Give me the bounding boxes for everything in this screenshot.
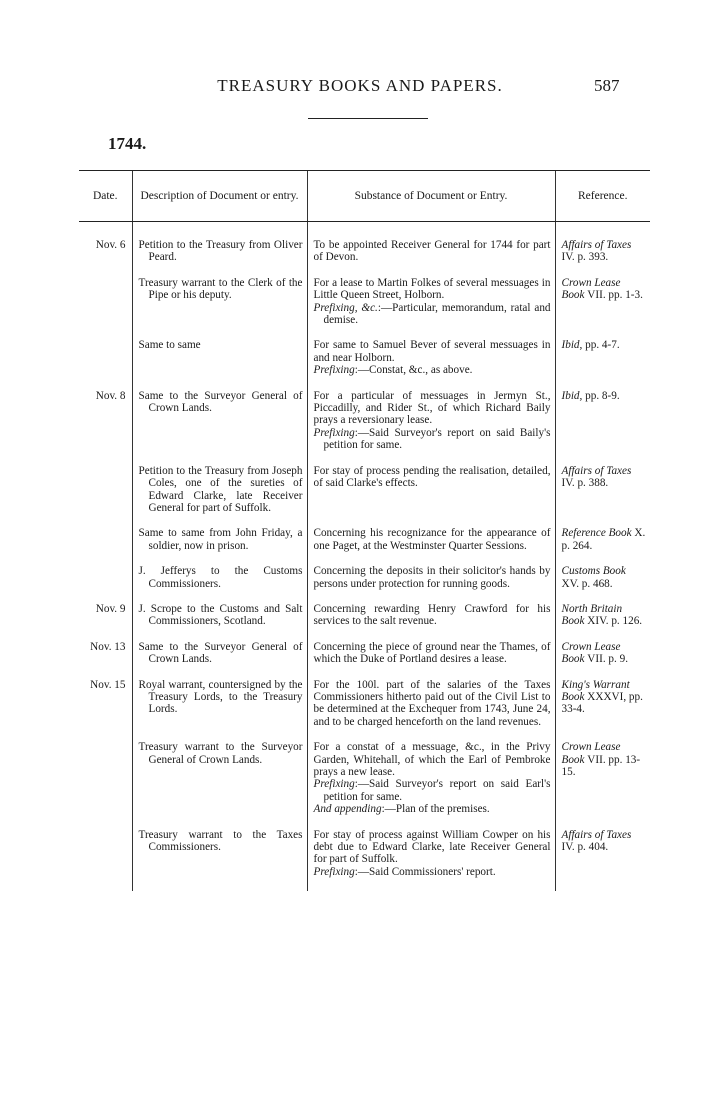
reference-title: King's Warrant Book	[561, 678, 630, 703]
cell-reference	[555, 222, 650, 277]
reference-detail: XIV. p. 126.	[587, 615, 643, 628]
table-row	[79, 339, 650, 389]
cell-substance	[307, 277, 555, 340]
table-row	[79, 390, 650, 465]
cell-reference	[555, 679, 650, 742]
substance-text: For the 100l. part of the salaries of the Taxes Commissioners hitherto paid out of the Civil List to be determined at the Exchequer from 1743, June 24, and to be charged henceforth on the land revenues.	[313, 678, 551, 728]
table-row	[79, 603, 650, 641]
substance-text: Concerning the deposits in their solicitor's hands by persons under protection for running goods.	[313, 565, 551, 590]
substance-note-label: Prefixing	[313, 865, 355, 878]
cell-date	[79, 277, 132, 340]
reference-detail: XV. p. 468.	[561, 577, 613, 590]
substance-note-text: :—Plan of the premises.	[381, 803, 490, 816]
header-rule	[308, 118, 428, 119]
substance-note-text: :—Said Surveyor's report on said Baily's petition for same.	[323, 426, 551, 452]
substance-note-text: :—Particular, memorandum, ratal and demise.	[323, 301, 551, 327]
description-text: Treasury warrant to the Clerk of the Pipe or his deputy.	[138, 276, 303, 302]
reference-title: Reference Book	[561, 527, 632, 540]
reference-detail: IV. p. 393.	[561, 251, 609, 264]
description-text: Royal warrant, countersigned by the Treasury Lords, to the Treasury Lords.	[138, 678, 303, 716]
cell-description	[132, 465, 307, 528]
reference-detail: X. p. 264.	[561, 527, 646, 552]
substance-text: For same to Samuel Bever of several messuages in and near Holborn.	[313, 339, 551, 364]
description-text: Same to same	[138, 339, 201, 352]
column-header-reference: Reference.	[555, 171, 650, 222]
cell-substance	[307, 222, 555, 277]
column-header-description: Description of Document or entry.	[132, 171, 307, 222]
description-text: Petition to the Treasury from Oliver Peard.	[138, 239, 303, 264]
running-title: TREASURY BOOKS AND PAPERS.	[217, 76, 503, 95]
cell-substance	[307, 829, 555, 892]
description-text: Treasury warrant to the Surveyor General of Crown Lands.	[138, 741, 303, 766]
cell-date: Nov. 9	[95, 602, 126, 615]
cell-substance	[307, 641, 555, 679]
page-header	[0, 76, 722, 98]
year-heading: 1744.	[108, 134, 147, 153]
reference-title: Customs Book	[561, 565, 626, 578]
column-header-date: Date.	[79, 171, 132, 222]
cell-reference	[555, 741, 650, 828]
substance-note-label: Prefixing	[313, 364, 355, 377]
reference-title: Crown Lease Book	[561, 640, 621, 666]
cell-date	[79, 339, 132, 389]
substance-note	[314, 302, 551, 327]
substance-text: Concerning rewarding Henry Crawford for his services to the salt revenue.	[313, 602, 551, 628]
cell-description	[132, 741, 307, 828]
substance-note-label: And appending	[313, 803, 382, 816]
cell-description	[132, 277, 307, 340]
cell-description	[132, 641, 307, 679]
substance-note	[314, 427, 551, 452]
cell-description	[132, 527, 307, 565]
cell-date: Nov. 8	[95, 389, 126, 402]
substance-note	[314, 778, 551, 803]
reference-detail: pp. 8-9.	[585, 389, 620, 402]
substance-text: To be appointed Receiver General for 1744 for part of Devon.	[313, 239, 551, 264]
cell-reference	[555, 465, 650, 528]
table-row	[79, 741, 650, 828]
reference-detail: VII. pp. 1-3.	[587, 289, 643, 302]
cell-date	[79, 741, 132, 828]
cell-reference	[555, 277, 650, 340]
reference-title: Affairs of Taxes	[561, 828, 632, 841]
cell-description	[132, 565, 307, 603]
cell-reference	[555, 527, 650, 565]
reference-title: Crown Lease Book	[561, 276, 621, 302]
substance-note	[314, 364, 551, 376]
cell-date	[79, 465, 132, 528]
substance-note-text: :—Said Surveyor's report on said Earl's petition for same.	[323, 778, 551, 803]
substance-note-text: :—Constat, &c., as above.	[354, 364, 473, 377]
cell-reference	[555, 641, 650, 679]
reference-detail: IV. p. 404.	[561, 841, 609, 854]
cell-substance	[307, 339, 555, 389]
substance-note	[314, 866, 551, 878]
cell-reference	[555, 339, 650, 389]
cell-description	[132, 829, 307, 892]
reference-detail: VII. pp. 13-15.	[561, 753, 641, 778]
substance-note-label: Prefixing	[313, 426, 355, 439]
records-table	[79, 170, 650, 891]
reference-title: Affairs of Taxes	[561, 239, 632, 251]
cell-substance	[307, 679, 555, 742]
cell-description	[132, 679, 307, 742]
reference-title: Crown Lease Book	[561, 741, 621, 766]
reference-title: Ibid,	[561, 389, 583, 402]
table-header-row	[79, 171, 650, 222]
cell-substance	[307, 741, 555, 828]
cell-description	[132, 222, 307, 277]
cell-description	[132, 603, 307, 641]
cell-date	[79, 527, 132, 565]
table-row	[79, 565, 650, 603]
cell-reference	[555, 390, 650, 465]
cell-substance	[307, 565, 555, 603]
reference-title: Ibid,	[561, 339, 583, 352]
substance-text: For a particular of messuages in Jermyn St., Piccadilly, and Rider St., of which Richard Baily prays a reversionary lease.	[313, 389, 551, 427]
table-row	[79, 829, 650, 892]
reference-title: Affairs of Taxes	[561, 464, 632, 477]
description-text: J. Jefferys to the Customs Commissioners.	[138, 565, 303, 590]
cell-reference	[555, 829, 650, 892]
cell-reference	[555, 603, 650, 641]
substance-text: Concerning his recognizance for the appearance of one Paget, at the Westminster Quarter Sessions.	[313, 527, 551, 552]
description-text: Petition to the Treasury from Joseph Coles, one of the sureties of Edward Clarke, late Receiver General for part of Suffolk.	[138, 464, 303, 514]
cell-date	[79, 829, 132, 892]
cell-reference	[555, 565, 650, 603]
substance-note	[314, 803, 551, 815]
reference-detail: VII. p. 9.	[587, 653, 628, 666]
reference-detail: pp. 4-7.	[585, 339, 620, 352]
cell-date: Nov. 13	[90, 640, 126, 653]
description-text: Treasury warrant to the Taxes Commissioners.	[138, 828, 303, 854]
table-row	[79, 222, 650, 277]
cell-substance	[307, 527, 555, 565]
description-text: Same to the Surveyor General of Crown Lands.	[138, 389, 303, 415]
reference-detail: XXXVI, pp. 33-4.	[561, 690, 643, 716]
table-row	[79, 679, 650, 742]
substance-text: Concerning the piece of ground near the Thames, of which the Duke of Portland desires a lease.	[313, 640, 551, 666]
table-row	[79, 465, 650, 528]
reference-detail: IV. p. 388.	[561, 477, 609, 490]
substance-note-label: Prefixing, &c.	[313, 301, 378, 314]
substance-text: For stay of process against William Cowper on his debt due to Edward Clarke, late Receiver General for part of Suffolk.	[313, 828, 551, 866]
table-row	[79, 277, 650, 340]
column-header-substance: Substance of Document or Entry.	[307, 171, 555, 222]
cell-description	[132, 339, 307, 389]
substance-text: For a constat of a messuage, &c., in the Privy Garden, Whitehall, of which the Earl of Pembroke prays a new lease.	[313, 741, 551, 778]
substance-note-label: Prefixing	[313, 778, 355, 791]
cell-substance	[307, 465, 555, 528]
table-row	[79, 527, 650, 565]
substance-note-text: :—Said Commissioners' report.	[354, 865, 496, 878]
description-text: J. Scrope to the Customs and Salt Commissioners, Scotland.	[138, 602, 303, 628]
page-number: 587	[594, 76, 620, 95]
cell-substance	[307, 603, 555, 641]
table-row	[79, 641, 650, 679]
cell-date: Nov. 15	[90, 678, 126, 691]
cell-substance	[307, 390, 555, 465]
substance-text: For a lease to Martin Folkes of several messuages in Little Queen Street, Holborn.	[313, 276, 551, 302]
cell-description	[132, 390, 307, 465]
description-text: Same to same from John Friday, a soldier, now in prison.	[138, 527, 303, 552]
reference-title: North Britain Book	[561, 602, 623, 628]
description-text: Same to the Surveyor General of Crown Lands.	[138, 640, 303, 666]
substance-text: For stay of process pending the realisation, detailed, of said Clarke's effects.	[313, 464, 551, 490]
cell-date	[79, 565, 132, 603]
cell-date: Nov. 6	[95, 239, 126, 251]
